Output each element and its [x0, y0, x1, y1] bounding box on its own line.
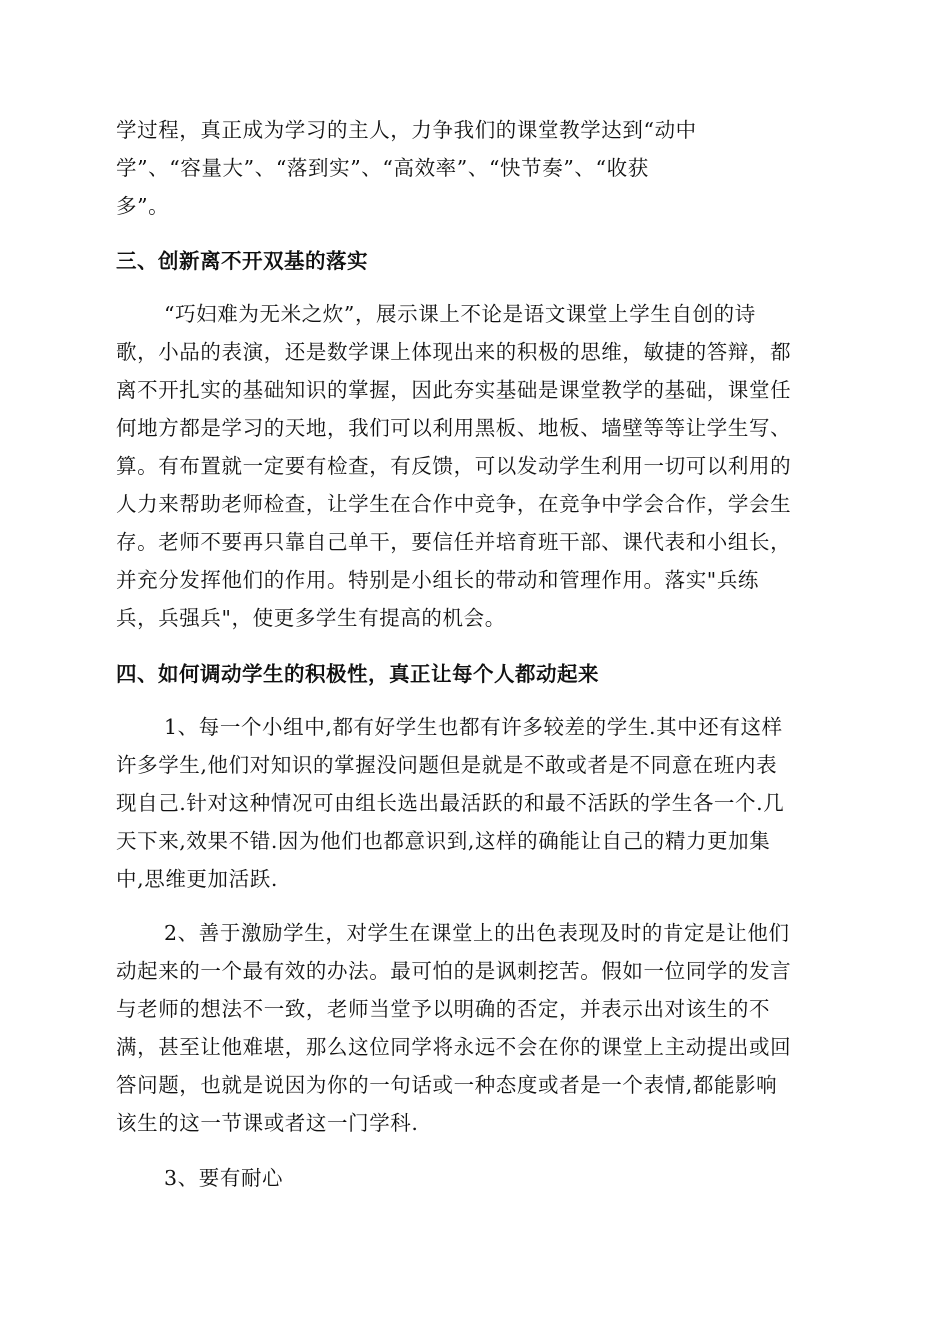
text-line: 满，甚至让他难堪，那么这位同学将永远不会在你的课堂上主动提出或回 [116, 1035, 792, 1059]
text-line: 何地方都是学习的天地，我们可以利用黑板、地板、墙壁等等让学生写、 [116, 416, 792, 440]
text-line: 3、要有耐心 [164, 1166, 284, 1190]
text-line: 兵，兵强兵"，使更多学生有提高的机会。 [116, 606, 506, 630]
text-line: 算。有布置就一定要有检查，有反馈，可以发动学生利用一切可以利用的 [116, 454, 792, 478]
text-line: 该生的这一节课或者这一门学科. [116, 1111, 419, 1135]
text-line: 答问题，也就是说因为你的一句话或一种态度或者是一个表情,都能影响 [116, 1073, 778, 1097]
text-line: 多”。 [116, 194, 170, 218]
text-line: 现自己.针对这种情况可由组长选出最活跃的和最不活跃的学生各一个.几 [116, 791, 785, 815]
text-line: 离不开扎实的基础知识的掌握，因此夯实基础是课堂教学的基础，课堂任 [116, 378, 792, 402]
text-line: 歌，小品的表演，还是数学课上体现出来的积极的思维，敏捷的答辩，都 [116, 340, 792, 364]
text-line: 并充分发挥他们的作用。特别是小组长的带动和管理作用。落实"兵练 [116, 568, 760, 592]
text-line: 人力来帮助老师检查，让学生在合作中竞争，在竞争中学会合作，学会生 [116, 492, 792, 516]
text-line: 学”、“容量大”、“落到实”、“高效率”、“快节奏”、“收获 [116, 156, 649, 180]
text-line: “巧妇难为无米之炊”，展示课上不论是语文课堂上学生自创的诗 [164, 302, 756, 326]
text-line: 与老师的想法不一致，老师当堂予以明确的否定，并表示出对该生的不 [116, 997, 771, 1021]
text-line: 天下来,效果不错.因为他们也都意识到,这样的确能让自己的精力更加集 [116, 829, 771, 853]
text-line: 2、善于激励学生，对学生在课堂上的出色表现及时的肯定是让他们 [164, 921, 790, 945]
section-heading-4: 四、如何调动学生的积极性，真正让每个人都动起来 [116, 662, 599, 686]
text-line: 中,思维更加活跃. [116, 867, 278, 891]
text-line: 许多学生,他们对知识的掌握没问题但是就是不敢或者是不同意在班内表 [116, 753, 778, 777]
text-line: 学过程，真正成为学习的主人，力争我们的课堂教学达到“动中 [116, 118, 697, 142]
text-line: 动起来的一个最有效的办法。最可怕的是讽刺挖苦。假如一位同学的发言 [116, 959, 792, 983]
text-line: 1、每一个小组中,都有好学生也都有许多较差的学生.其中还有这样 [164, 715, 783, 739]
text-line: 存。老师不要再只靠自己单干，要信任并培育班干部、课代表和小组长， [116, 530, 792, 554]
section-heading-3: 三、创新离不开双基的落实 [116, 249, 368, 273]
